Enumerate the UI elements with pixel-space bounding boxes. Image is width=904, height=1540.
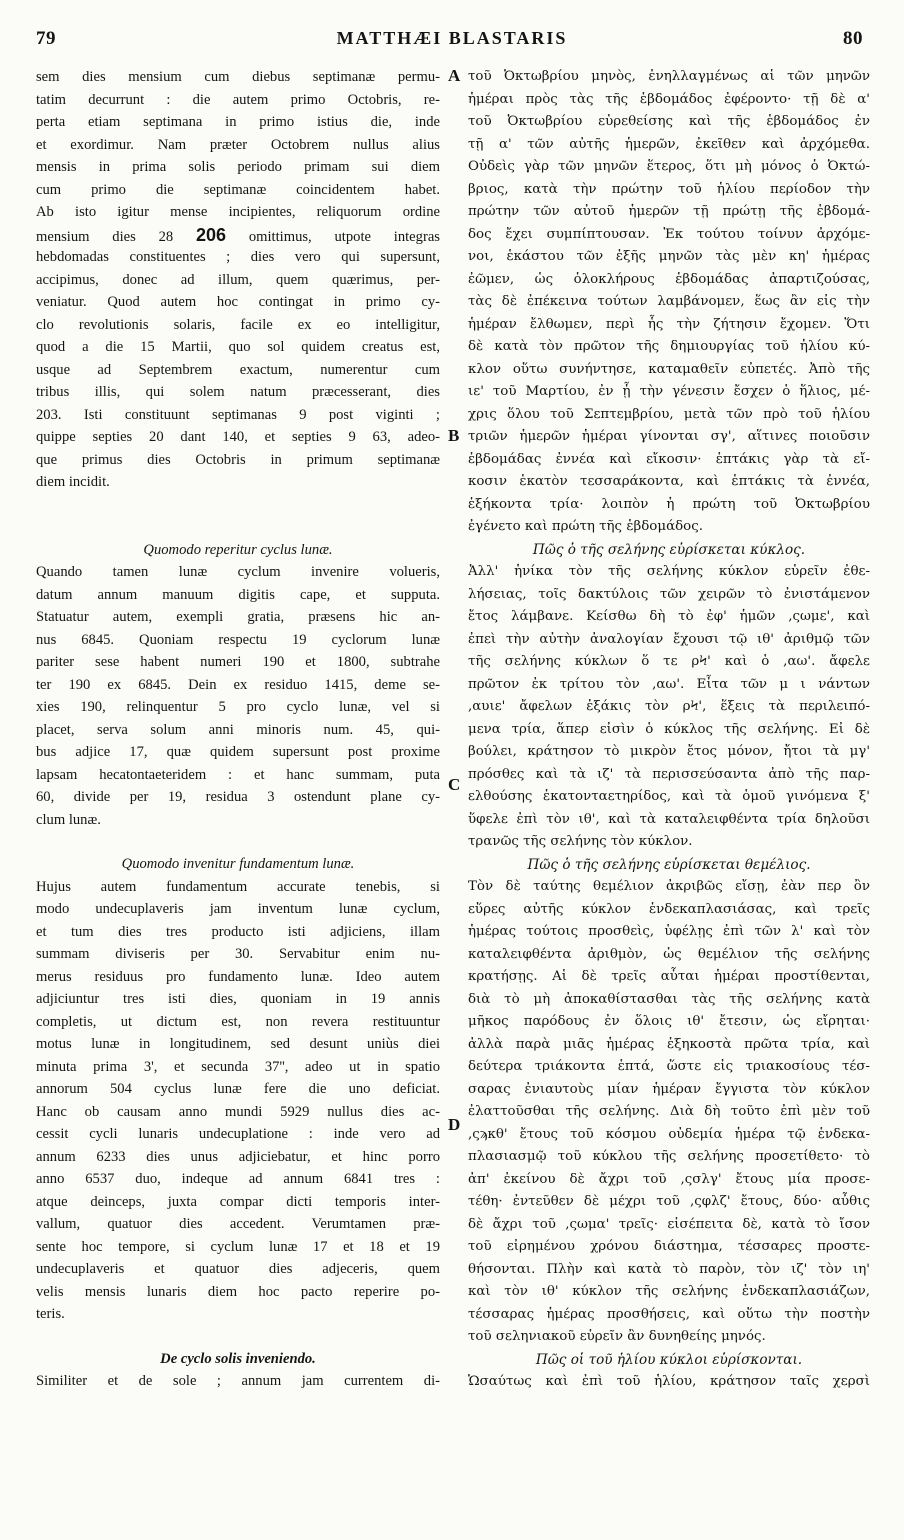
text-line: ἑβδομάδας ἐννέα καὶ εἴκοσιν· ἑπτάκις γὰρ τὰ εἴ- [468, 451, 870, 467]
text-line: βούλει, κράτησον τὸ μικρὸν ἔτος μόνον, ἤτοι τὰ μγ' [468, 744, 870, 759]
text-fragment: mensium dies 28 [36, 228, 174, 245]
text-line: vallum, quatuor dies accedent. Verumtamen præ- [36, 1216, 440, 1232]
text-line: νοι, ἑκάστου τῶν ἑξῆς μηνῶν τὰς μὲν κη' ἡμέρας [468, 249, 870, 264]
text-line: ἐγένετο καὶ πρώτη τῆς ἑβδομάδος. [468, 519, 703, 534]
text-line: χρις ὅλου τοῦ Σεπτεμβρίου, μετὰ τῶν πρὸ τοῦ ἡλίου [468, 406, 870, 422]
text-line: τὰς δὲ ἐπέκεινα τούτων λαμβάνομεν, ἕως ἂν εἰς τὴν [468, 294, 870, 309]
text-line: undecuplaveris et quatuor dies adjeceris, quem [36, 1261, 440, 1277]
text-line: εὕρες αὐτῆς κύκλον ἑνδεκαπλασιάσας, καὶ τρεῖς [468, 901, 870, 917]
text-line: lapsam hecatontaeteridem : et hanc summam, puta [36, 766, 440, 783]
text-line: μενα τρία, ἅπερ εἰσὶν ὁ κύκλος τῆς σελήνης. Εἰ δὲ [468, 721, 870, 737]
text-line: motus lunæ in longitudinem, sed desunt uniùs diei [36, 1036, 440, 1052]
text-line: ιε' τοῦ Μαρτίου, ἐν ᾗ τὴν γένεσιν ἔσχεν ὁ ἥλιος, μέ- [468, 384, 870, 399]
margin-marker-d: D [448, 1115, 461, 1134]
page-header [0, 28, 904, 58]
text-line: Οὐδεὶς γὰρ τῶν μηνῶν ἕτερος, ὅτι μὴ μόνος ὁ Ὀκτώ- [468, 159, 870, 174]
section-heading: De cyclo solis inveniendo. [160, 1350, 316, 1367]
text-line: ἑξήκοντα τρία· λοιπὸν ἡ πρώτη τοῦ Ὀκτωβρίου [468, 496, 870, 512]
text-line: merus residuus pro fundamento lunæ. Ideo autem [36, 968, 440, 985]
text-line: annum 6233 dies unus adjiciebatur, et hinc porro [36, 1148, 440, 1165]
text-line: καταλειφθέντα ἀριθμὸν, ὡς θεμέλιον τῆς σελήνης [468, 946, 870, 962]
text-line: ἀπ' ἐκείνου δὲ ἄχρι τοῦ ,ςσλγ' ἔτους μία προσε- [468, 1171, 870, 1187]
text-line: τῇ α' τῶν αὐτῆς ἡμερῶν, ἐκεῖθεν καὶ ἀρχόμεθα. [468, 136, 870, 152]
text-line: tribus illis, qui solem natum præcesserant, dies [36, 384, 440, 400]
text-line: cum primo die septimanæ coincidentem habet. [36, 181, 440, 198]
text-line: xies 190, relinquentur 5 pro cyclo lunæ, vel si [36, 699, 440, 715]
text-line: usque ad Septembrem exactum, numerentur cum [36, 361, 440, 378]
text-line: atque deinceps, juxta compar dicti temporis inter- [36, 1193, 440, 1210]
text-line: velis mensis lunaris diem hoc pacto reperire po- [36, 1283, 440, 1300]
text-line: teris. [36, 1306, 65, 1322]
text-line: 60, divide per 19, residua 3 ostendunt plane cy- [36, 789, 440, 805]
text-line: quippe septies 20 dant 140, et septies 9 63, adeo- [36, 429, 440, 445]
text-line: adjiciuntur tres isti dies, quoniam in 19 annis [36, 991, 440, 1007]
text-line: δὲ κατὰ τὸν πρῶτον τῆς δημιουργίας τοῦ ἡλίου κύ- [468, 339, 870, 354]
text-line: quod a die 15 Martii, quo sol quidem creatus est, [36, 339, 440, 355]
text-line: τοῦ σεληνιακοῦ εὑρεῖν ἂν δυνηθείης μηνός. [468, 1329, 766, 1344]
text-fragment: omittimus, utpote integras [248, 228, 440, 245]
text-line: sem dies mensium cum diebus septimanæ permu- [36, 69, 440, 85]
text-line: bus adjice 17, quæ quidem supersunt post proxime [36, 744, 440, 760]
text-line: sente hoc tempore, si cyclum lunæ 17 et 18 et 19 [36, 1238, 440, 1255]
column-number: 206 [196, 224, 227, 245]
margin-marker-b: B [448, 426, 460, 445]
text-line: nus 6845. Quoniam respectu 19 cyclorum lunæ [36, 631, 440, 648]
text-line: ἐλαττοῦσθαι τῆς σελήνης. Διὰ δὴ τοῦτο ἐπὶ μὲν τοῦ [468, 1104, 870, 1119]
greek-paragraph-1 [468, 66, 870, 539]
text-line: δεύτερα τριάκοντα ἑπτά, ὥστε εἰς τριακοσίους τέσ- [468, 1059, 870, 1074]
text-line: ελθούσης ἑκατονταετηρίδος, καὶ τὰ ὁμοῦ γινόμενα ξ' [468, 789, 870, 804]
text-line: Τὸν δὲ ταύτης θεμέλιον ἀκριβῶς εἴσῃ, ἐὰν περ ὂν [468, 879, 870, 894]
text-line: Hanc ob causam anno mundi 5929 nullus dies ac- [36, 1103, 440, 1120]
text-line: diem incidit. [36, 474, 110, 490]
text-line: τοῦ εἰρημένου χρόνου διάστημα, τέσσαρες προστε- [468, 1239, 870, 1254]
text-line: accipimus, donec ad illum, quem quærimus, per- [36, 271, 440, 288]
text-line: τέσσαρας ἡμέρας προσθήσεις, καὶ οὕτω τὴν ποστὴν [468, 1306, 870, 1322]
text-line: ἐῶμεν, ὡς ὁλοκλήρους ἑβδομάδας ἀπαρτιζούσας, [468, 271, 870, 287]
text-line: et tum dies tres producto isti adjiciens, illam [36, 923, 440, 940]
latin-paragraph-1 [36, 66, 440, 494]
text-line: δὲ ἄχρι τοῦ ,ςωμα' τρεῖς· εἰσέπειτα δὲ, κατὰ τὸ ἴσον [468, 1216, 870, 1232]
page-number-left: 79 [36, 28, 56, 49]
text-line: πρώτην τῶν αὐτοῦ ἡμερῶν τῇ πρώτῃ τῆς ἑβδομά- [468, 204, 870, 219]
section-heading: Quomodo invenitur fundamentum lunæ. [121, 856, 355, 872]
text-line: σαρας ἐνιαυτοὺς μίαν ἡμέραν ἔγγιστα τὸν κύκλον [468, 1081, 870, 1097]
text-line: πρόσθες καὶ τὰ ιζ' τὰ περισσεύσαντα ἀπὸ τῆς παρ- [468, 766, 870, 782]
latin-paragraph-3 [36, 876, 440, 1326]
text-line: ἡμέραι πρὸς τὰς τῆς ἑβδομάδος ἐφέροντο· τῇ δὲ α' [468, 91, 870, 107]
text-line: τέθη· ἐντεῦθεν δὲ μέχρι τοῦ ,ςφλζ' ἔτους, δύο· αὖθις [468, 1194, 870, 1209]
margin-marker-a: A [448, 66, 461, 85]
section-heading: Πῶς ὁ τῆς σελήνης εὑρίσκεται κύκλος. [532, 541, 806, 558]
text-line: datum annum manuum digitis cape, et supputa. [36, 586, 440, 603]
text-line: tatim decurrunt : die autem primo Octobris, re- [36, 91, 440, 108]
text-line: hebdomadas constituentes ; dies vero qui supersunt, [36, 249, 440, 265]
text-line: τοῦ Ὀκτωβρίου μηνὸς, ἐνηλλαγμένως αἱ τῶν μηνῶν [468, 69, 870, 84]
text-line: cessit cycli lunaris undecuplatione : inde vero ad [36, 1126, 440, 1142]
text-line: Ὡσαύτως καὶ ἐπὶ τοῦ ἡλίου, κράτησον ταῖς χερσὶ [468, 1374, 870, 1389]
text-line: Ab isto igitur mense incipientes, reliquorum ordine [36, 204, 440, 220]
text-line: perta etiam septimana in primo istius die, inde [36, 114, 440, 130]
text-line: annorum 504 cyclus lunæ fere die uno deficiat. [36, 1081, 440, 1097]
text-line: πλασιασμῷ τοῦ κύκλου τῆς σελήνης προσετίθετο· τὸ [468, 1149, 870, 1164]
text-line: πρῶτον ἐκ τρίτου τὸν ,αω'. Εἶτα τῶν μ ι νάντων [468, 676, 870, 692]
text-line: clum lunæ. [36, 811, 101, 828]
text-line: minuta prima 3', et secunda 37'', adeo ut in spatio [36, 1058, 440, 1075]
text-line: anno 6537 duo, indeque ad annum 6841 tres : [36, 1171, 440, 1187]
text-line: ,αυιε' ἄφελων ἑξάκις τὸν ρϞ', ἕξεις τὰ περιλειπό- [468, 699, 870, 714]
text-line: pariter sese habent numeri 190 et 1800, subtrahe [36, 654, 440, 670]
text-line: et exordimur. Nam præter Octobrem nullus alius [36, 136, 440, 153]
text-line: 203. Isti constituunt septimanas 9 post viginti ; [36, 406, 440, 423]
text-line: clo revolutionis solaris, facile ex eo intelligitur, [36, 316, 440, 333]
text-line: modo undecuplaveris jam inventum lunæ cyclum, [36, 901, 440, 917]
section-heading: Πῶς οἱ τοῦ ἡλίου κύκλοι εὑρίσκονται. [535, 1351, 803, 1368]
text-line: κλον οὕτω συνήντησε, καταμαθεῖν εὐπετές. Ἀπὸ τῆς [468, 361, 870, 377]
text-line: Quando tamen lunæ cyclum invenire volueris, [36, 564, 440, 580]
greek-paragraph-3 [468, 876, 870, 1349]
greek-paragraph-4 [468, 1371, 870, 1394]
text-line: διὰ τὸ μὴ ἀποκαθίστασθαι τὰς τῆς σελήνης κατὰ [468, 991, 870, 1007]
page-number-right: 80 [843, 28, 863, 49]
margin-marker-c: C [448, 775, 461, 794]
latin-column [36, 66, 440, 1393]
text-line: μῆκος παρόδους ἐν ὅλοις ιθ' ἔτεσιν, ὡς εἴρηται· [468, 1014, 870, 1029]
section-heading: Πῶς ὁ τῆς σελήνης εὑρίσκεται θεμέλιος. [527, 856, 811, 873]
text-line: δος ἔχει συμπίπτουσαν. Ἐκ τούτου τοίνυν ἀρχόμε- [468, 226, 870, 242]
text-line: mensis in prima solis periodo primam sui diem [36, 159, 440, 175]
text-line: veniatur. Quod autem hoc contingat in primo cy- [36, 294, 440, 310]
text-line: ἀλλὰ παρὰ μιᾶς ἡμέρας ἑξηκοστὰ πρῶτα τρία, καὶ [468, 1036, 870, 1052]
text-line: τοῦ Ὀκτωβρίου εὑρεθείσης καὶ τῆς ἑβδομάδος ἐν [468, 114, 870, 129]
greek-column [468, 66, 870, 1394]
text-line: καὶ τὸν ιθ' κύκλον τῆς σελήνης ἑνδεκαπλασιάζων, [468, 1284, 870, 1299]
text-line: completis, ut dictum est, non revera restituuntur [36, 1013, 440, 1030]
text-line: ἡμέρας τούτοις προσθεὶς, ὑφέλῃς ἐπὶ τῶν λ' καὶ τὸν [468, 924, 870, 939]
greek-paragraph-2 [468, 561, 870, 854]
text-line: ter 190 ex 6845. Dein ex residuo 1415, deme se- [36, 676, 440, 693]
text-line: Statuatur autem, exempli gratia, præsens hic an- [36, 609, 440, 625]
text-line: τριῶν ἡμερῶν ἡμέραι γίνονται σγ', αἵτινες ποιοῦσιν [468, 429, 870, 444]
text-line: λήσειας, τοῖς δακτύλοις τῶν χειρῶν τὸ ἐνιστάμενον [468, 586, 870, 602]
text-line: summam diviseris per 30. Servabitur enim nu- [36, 946, 440, 962]
text-line: ἔτος λάμβανε. Κείσθω δὴ τὸ ἐφ' ἡμῶν ,ςωμε', καὶ [468, 609, 870, 624]
text-line: Similiter et de sole ; annum jam currentem di- [36, 1373, 440, 1389]
text-line: θήσονται. Πλὴν καὶ κατὰ τὸ παρὸν, τὸν ιζ' τὸν ιη' [468, 1261, 870, 1277]
text-line: ἐπεὶ τὴν αὐτὴν ἀναλογίαν ἔχουσι τῷ ιθ' ἀριθμῷ τῶν [468, 631, 870, 647]
section-heading: Quomodo reperitur cyclus lunæ. [143, 541, 333, 558]
text-line: τρανῶς τῆς σελήνης τὸν κύκλον. [468, 834, 693, 849]
text-line-with-column-number [36, 224, 440, 247]
running-title: MATTHÆI BLASTARIS [336, 28, 568, 48]
text-line: Hujus autem fundamentum accurate tenebis, si [36, 878, 440, 895]
latin-paragraph-4 [36, 1370, 440, 1393]
text-line: κρατήσῃς. Αἱ δὲ τρεῖς αὗται ἡμέραι προστίθενται, [468, 969, 870, 984]
text-line: βριος, κατὰ τὴν πρώτην τοῦ ἡλίου περίοδον τὴν [468, 181, 870, 197]
latin-paragraph-2 [36, 561, 440, 831]
text-line: Ἀλλ' ἡνίκα τὸν τῆς σελήνης κύκλον εὑρεῖν ἐθε- [468, 564, 870, 579]
text-line: τῆς σελήνης κύκλων ὅ τε ρϞ' καὶ ὁ ,αω'. ἄφελε [468, 654, 870, 669]
text-line: ἡμέραν ἔλθωμεν, περὶ ἧς τὴν ζήτησιν ἔχομεν. Ὅτι [468, 316, 870, 332]
text-line: κοσιν ἑκατὸν τεσσαράκοντα, καὶ ἑπτάκις τὰ ἐννέα, [468, 474, 870, 489]
text-line: que primus dies Octobris in primum septimanæ [36, 451, 440, 468]
text-line: ὕφελε ἐπὶ τὸν ιθ', καὶ τὰ καταλειφθέντα τρία δηλοῦσι [468, 811, 870, 827]
text-line: ,ςϡκθ' ἔτους τοῦ κόσμου οὐδεμία ἡμέρα τῷ ἑνδεκα- [468, 1126, 870, 1142]
text-line: placet, serva solum anni minoris num. 45, qui- [36, 721, 440, 738]
